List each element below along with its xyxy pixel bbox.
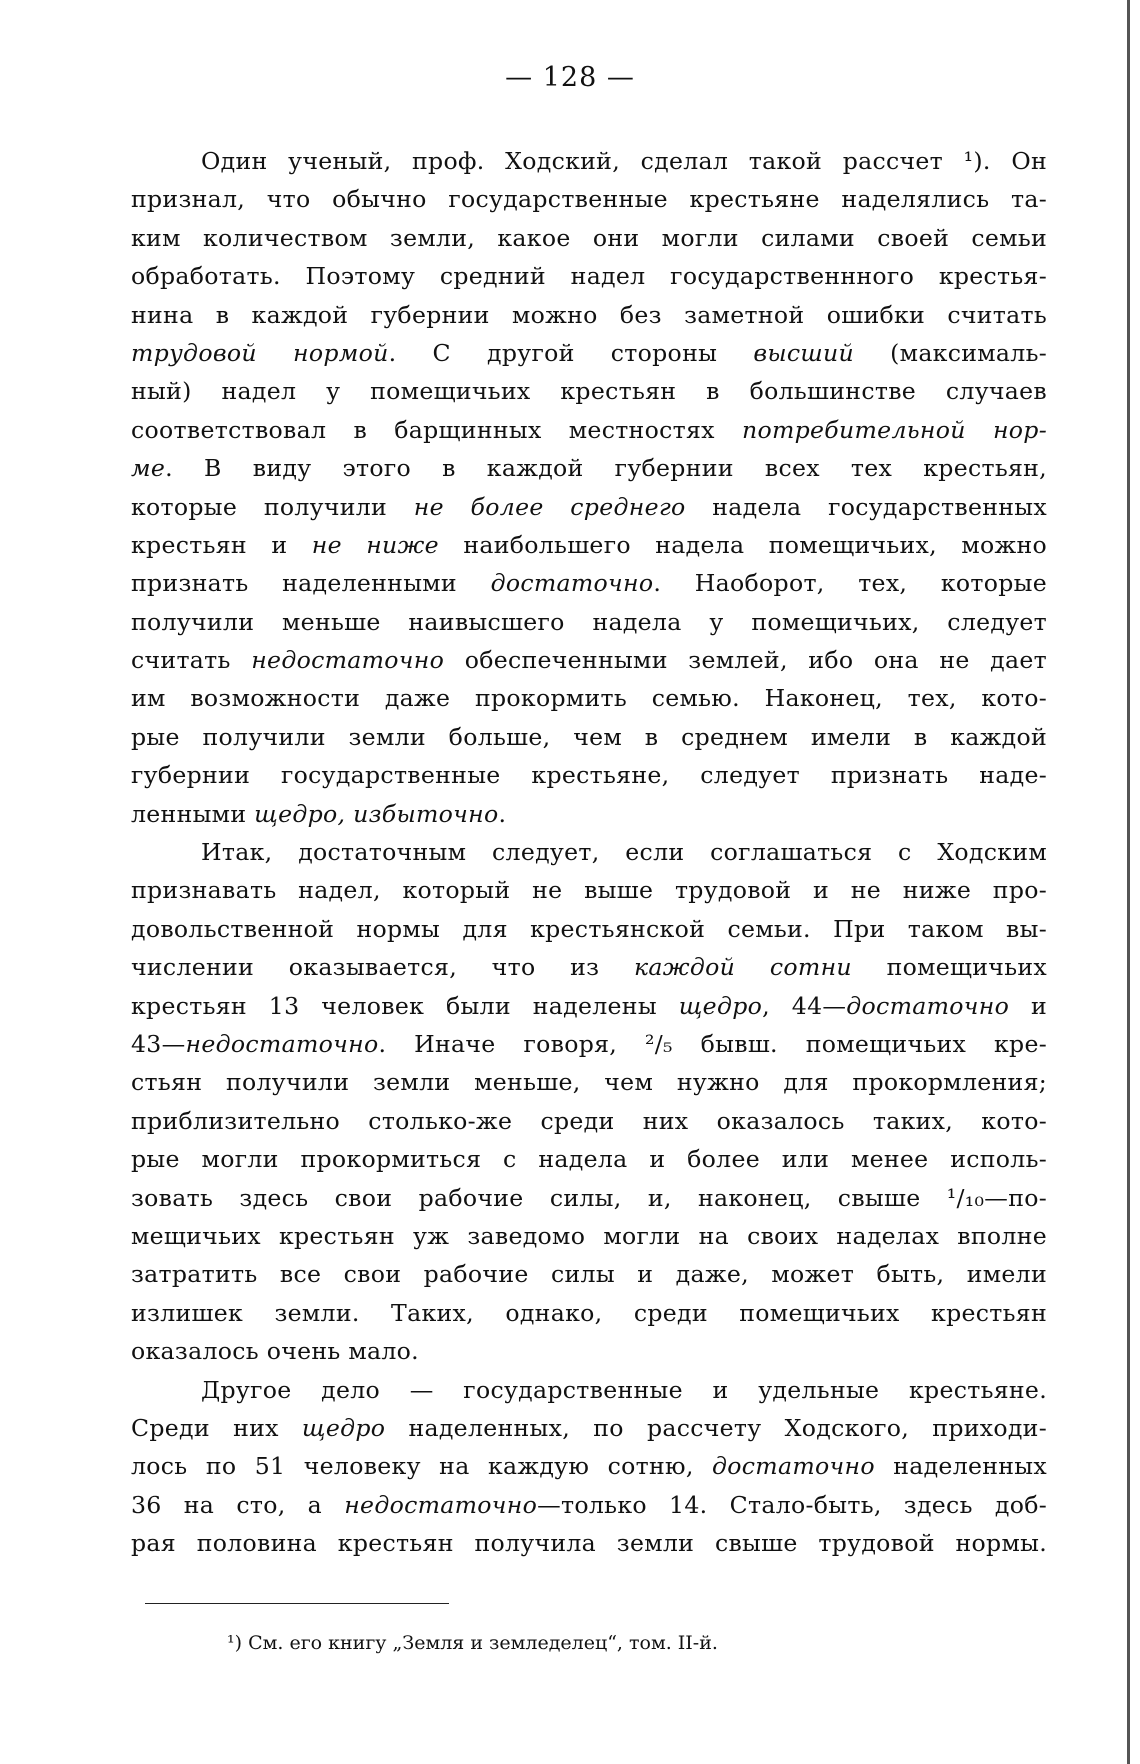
text-line: им возможности даже прокормить семью. Наконец, тех, кото- bbox=[131, 684, 1047, 713]
page-number: — 128 — bbox=[505, 62, 635, 93]
text-line: ленными щедро, избыточно. bbox=[131, 799, 507, 828]
text-line: довольственной нормы для крестьянской семьи. При таком вы- bbox=[131, 914, 1047, 943]
text-line: признал, что обычно государственные крестьяне наделялись та- bbox=[131, 185, 1047, 214]
text-line: крестьян 13 человек были наделены щедро, 44—достаточно и bbox=[131, 991, 1047, 1020]
text-line: Другое дело — государственные и удельные крестьяне. bbox=[201, 1375, 1047, 1404]
text-line: излишек земли. Таких, однако, среди помещичьих крестьян bbox=[131, 1298, 1047, 1327]
text-line: нина в каждой губернии можно без заметной ошибки считать bbox=[131, 300, 1047, 329]
text-line: рые получили земли больше, чем в среднем имели в каждой bbox=[131, 722, 1047, 751]
text-line: 43—недостаточно. Иначе говоря, ²/₅ бывш. помещичьих кре- bbox=[131, 1029, 1047, 1058]
text-line: рые могли прокормиться с надела и более или менее исполь- bbox=[131, 1145, 1047, 1174]
page-edge bbox=[1127, 0, 1130, 1764]
text-line: которые получили не более среднего надела государственных bbox=[131, 492, 1047, 521]
text-line: трудовой нормой. С другой стороны высший (максималь- bbox=[131, 338, 1047, 367]
footnote-separator bbox=[145, 1603, 449, 1604]
text-line: признать наделенными достаточно. Наоборот, тех, которые bbox=[131, 569, 1047, 598]
text-line: рая половина крестьян получила земли свыше трудовой нормы. bbox=[131, 1529, 1047, 1558]
text-line: крестьян и не ниже наибольшего надела помещичьих, можно bbox=[131, 530, 1048, 559]
text-line: мещичьих крестьян уж заведомо могли на своих наделах вполне bbox=[131, 1221, 1047, 1250]
text-line: 36 на сто, а недостаточно—только 14. Стало-быть, здесь доб- bbox=[131, 1490, 1047, 1519]
text-line: затратить все свои рабочие силы и даже, может быть, имели bbox=[131, 1260, 1047, 1289]
text-line: числении оказывается, что из каждой сотни помещичьих bbox=[131, 953, 1047, 982]
text-line: соответствовал в барщинных местностях потребительной нор- bbox=[131, 415, 1047, 444]
text-line: считать недостаточно обеспеченными землей, ибо она не дает bbox=[131, 646, 1047, 675]
footnote: ¹) См. его книгу „Земля и земледелец“, том. II-й. bbox=[227, 1632, 718, 1654]
text-line: получили меньше наивысшего надела у помещичьих, следует bbox=[131, 607, 1047, 636]
text-line: Один ученый, проф. Ходский, сделал такой рассчет ¹). Он bbox=[201, 147, 1047, 175]
text-line: обработать. Поэтому средний надел государственнного крестья- bbox=[131, 262, 1047, 291]
body-text bbox=[131, 142, 1047, 1562]
text-line: Итак, достаточным следует, если соглашаться с Ходским bbox=[201, 838, 1047, 867]
text-line: ким количеством земли, какое они могли силами своей семьи bbox=[131, 223, 1047, 252]
text-line: признавать надел, который не выше трудовой и не ниже про- bbox=[131, 876, 1047, 905]
text-line: губернии государственные крестьяне, следует признать наде- bbox=[131, 761, 1047, 790]
text-line: ный) надел у помещичьих крестьян в большинстве случаев bbox=[131, 377, 1047, 406]
text-line: Среди них щедро наделенных, по рассчету Ходского, приходи- bbox=[131, 1413, 1047, 1442]
text-line: оказалось очень мало. bbox=[131, 1337, 419, 1366]
text-line: лось по 51 человеку на каждую сотню, достаточно наделенных bbox=[131, 1452, 1047, 1481]
text-line: ме. В виду этого в каждой губернии всех тех крестьян, bbox=[131, 454, 1047, 483]
text-line: зовать здесь свои рабочие силы, и, наконец, свыше ¹/₁₀—по- bbox=[131, 1183, 1047, 1212]
text-line: приблизительно столько-же среди них оказалось таких, кото- bbox=[131, 1106, 1047, 1135]
text-line: стьян получили земли меньше, чем нужно для прокормления; bbox=[131, 1068, 1047, 1097]
